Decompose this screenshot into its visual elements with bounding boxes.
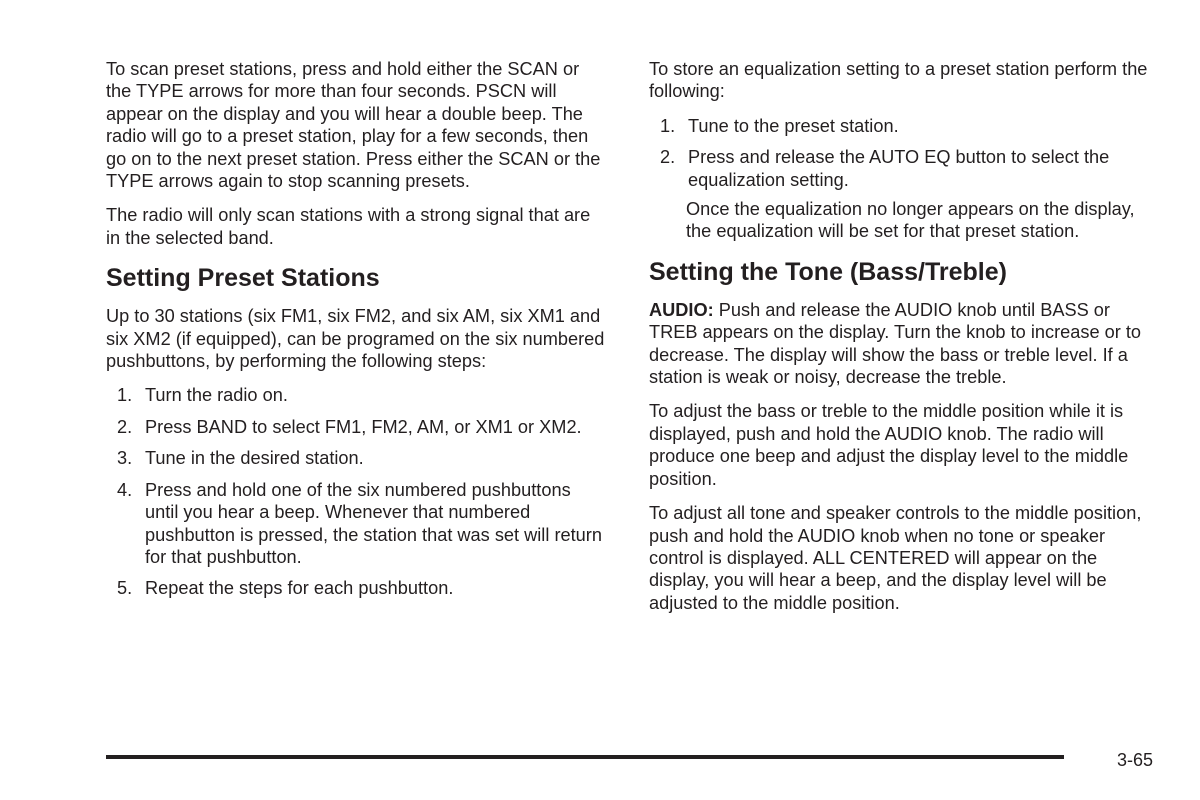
setting-preset-stations-heading: Setting Preset Stations — [106, 264, 380, 293]
equalization-note-paragraph: Once the equalization no longer appears on the display, the equalization will be set for that preset station. — [686, 199, 1135, 242]
list-item — [106, 384, 606, 406]
step-text: Tune in the desired station. — [145, 448, 364, 469]
step-text: Press and hold one of the six numbered pushbuttons until you hear a beep. Whenever that numbered pushbutton is pressed, the station that was set will return for that pushbutton. — [145, 479, 602, 567]
step-number: 4. — [117, 479, 133, 500]
audio-text: Push and release the AUDIO knob until BASS or TREB appears on the display. Turn the knob to increase or to decrease. The display will show the bass or treble level. If a station is weak or noisy, decrease the treble. — [649, 299, 1142, 388]
step-text: Press BAND to select FM1, FM2, AM, or XM1 or XM2. — [145, 416, 582, 437]
all-centered-paragraph: To adjust all tone and speaker controls to the middle position, push and hold the AUDIO knob when no tone or speaker control is displayed. ALL CENTERED will appear on the display, you will hear a beep, and the display level will be adjusted to the middle position. — [649, 503, 1142, 613]
equalization-steps-list — [649, 115, 1154, 191]
scan-presets-paragraph: To scan preset stations, press and hold either the SCAN or the TYPE arrows for more than four seconds. PSCN will appear on the display and you will hear a double beep. The radio will go to a preset station, play for a few seconds, then go on to the next preset station. Press either the SCAN or the TYPE arrows again to stop scanning presets. — [106, 59, 601, 192]
preset-intro-paragraph: Up to 30 stations (six FM1, six FM2, and six AM, six XM1 and six XM2 (if equipped), can be programed on the six numbered pushbuttons, by performing the following steps: — [106, 306, 605, 372]
step-number: 2. — [117, 416, 133, 437]
step-number: 1. — [117, 385, 133, 406]
setting-tone-heading: Setting the Tone (Bass/Treble) — [649, 257, 1007, 286]
step-number: 2. — [660, 147, 676, 168]
left-column — [106, 58, 606, 609]
step-text: Repeat the steps for each pushbutton. — [145, 578, 454, 599]
footer-rule — [106, 755, 1064, 759]
list-item — [649, 115, 1154, 137]
step-number: 3. — [117, 448, 133, 469]
step-text: Tune to the preset station. — [688, 115, 899, 136]
equalization-intro-paragraph: To store an equalization setting to a preset station perform the following: — [649, 59, 1148, 102]
right-column — [649, 58, 1154, 626]
list-item — [106, 447, 606, 469]
step-number: 5. — [117, 578, 133, 599]
list-item — [106, 577, 606, 599]
page-number: 3-65 — [1117, 750, 1154, 770]
list-item — [106, 416, 606, 438]
list-item — [649, 146, 1154, 191]
preset-steps-list — [106, 384, 606, 599]
audio-paragraph — [649, 299, 1154, 389]
step-text: Turn the radio on. — [145, 385, 288, 406]
strong-signal-paragraph: The radio will only scan stations with a strong signal that are in the selected band. — [106, 205, 591, 248]
middle-position-paragraph: To adjust the bass or treble to the middle position while it is displayed, push and hold the AUDIO knob. The radio will produce one beep and adjust the display level to the middle position. — [649, 401, 1129, 489]
list-item — [106, 479, 606, 569]
step-number: 1. — [660, 115, 676, 136]
step-text: Press and release the AUTO EQ button to select the equalization setting. — [688, 147, 1110, 190]
audio-label: AUDIO: — [649, 299, 714, 320]
